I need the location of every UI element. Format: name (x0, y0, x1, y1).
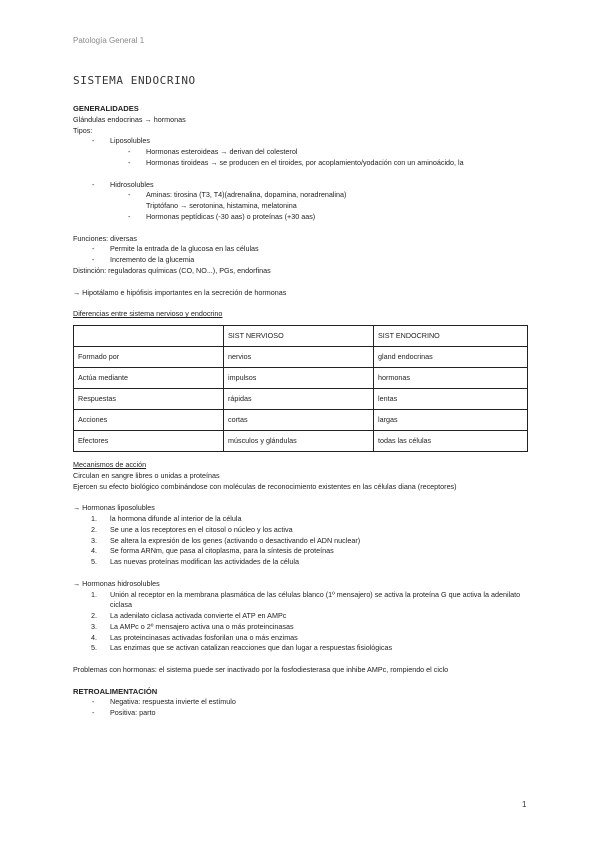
running-header: Patología General 1 (73, 36, 145, 45)
table-cell: músculos y glándulas (224, 430, 374, 451)
list-item: 4. Las proteincinasas activadas fosforilan una o más enzimas (91, 632, 298, 642)
table-cell: hormonas (374, 367, 528, 388)
list-item: 1. la hormona difunde al interior de la célula (91, 513, 242, 523)
generalidades-heading: GENERALIDADES (73, 104, 139, 113)
table-cell: Respuestas (74, 388, 224, 409)
table-cell: Efectores (74, 430, 224, 451)
table-cell: Actúa mediante (74, 367, 224, 388)
table-header-cell: SIST ENDOCRINO (374, 325, 528, 346)
list-item: 5. Las enzimas que se activan catalizan reacciones que dan lugar a respuestas fisiológicas (91, 643, 393, 653)
table-row (74, 409, 528, 430)
table-cell: Acciones (74, 409, 224, 430)
list-item: 3. La AMPc o 2º mensajero activa una o más proteincinasas (91, 621, 294, 631)
list-item: - Positiva: parto (92, 708, 156, 718)
table-row (74, 430, 528, 451)
list-item: 5. Las nuevas proteínas modifican las actividades de la célula (91, 557, 299, 567)
list-item: - Aminas: tirosina (T3, T4)(adrenalina, dopamina, noradrenalina) (128, 190, 347, 200)
page-number: 1 (522, 800, 527, 809)
list-item-continuation: Triptófano → serotonina, histamina, melatonina (146, 201, 297, 211)
table-cell: lentas (374, 388, 528, 409)
list-item: 4. Se forma ARNm, que pasa al citoplasma, para la síntesis de proteínas (91, 546, 334, 556)
list-item: 2. Se une a los receptores en el citosol o núcleo y los activa (91, 524, 293, 534)
list-item: 3. Se altera la expresión de los genes (activando o desactivando el ADN nuclear) (91, 535, 361, 545)
feedback-heading: RETROALIMENTACIÓN (73, 686, 158, 696)
hidro-heading: → Hormonas hidrosolubles (73, 578, 160, 588)
mechanisms-heading: Mecanismos de acción (73, 459, 147, 469)
list-item: - Hormonas esteroideas → derivan del colesterol (128, 147, 298, 157)
list-item: - Hormonas peptídicas (-30 aas) o proteínas (+30 aas) (128, 211, 316, 221)
list-item: - Negativa: respuesta invierte el estímulo (92, 697, 236, 707)
comparison-table (73, 325, 528, 452)
table-cell: nervios (224, 346, 374, 367)
table-cell (74, 325, 224, 346)
comparison-heading: Diferencias entre sistema nervioso y endocrino (73, 309, 223, 319)
list-item: - Permite la entrada de la glucosa en las células (92, 244, 259, 254)
table-header-cell: SIST NERVIOSO (224, 325, 374, 346)
lipo-heading: → Hormonas liposolubles (73, 503, 155, 513)
table-cell: gland endocrinas (374, 346, 528, 367)
types-label: Tipos: (73, 125, 93, 135)
list-item: 2. La adenilato ciclasa activada convierte el ATP en AMPc (91, 611, 287, 621)
table-cell: cortas (224, 409, 374, 430)
mechanisms-line: Circulan en sangre libres o unidas a proteínas (73, 470, 220, 480)
page-title: SISTEMA ENDOCRINO (73, 74, 196, 87)
table-cell: impulsos (224, 367, 374, 388)
table-header-row (74, 325, 528, 346)
distinction-line: Distinción: reguladoras químicas (CO, NO...), PGs, endorfinas (73, 265, 271, 275)
table-cell: Formado por (74, 346, 224, 367)
document-body (73, 104, 543, 719)
table-row (74, 367, 528, 388)
list-item: - Hormonas tiroideas → se producen en el tiroides, por acoplamiento/yodación con un aminoácido, la (128, 157, 464, 167)
functions-label: Funciones: diversas (73, 233, 137, 243)
list-item: - Incremento de la glucemia (92, 255, 195, 265)
problems-line: Problemas con hormonas: el sistema puede ser inactivado por la fosfodiesterasa que inhibe AMPc, rompiendo el ciclo (73, 665, 449, 675)
mechanisms-line: Ejercen su efecto biológico combinándose con moléculas de reconocimiento existentes en las células diana (receptores) (73, 481, 457, 491)
intro-line: Glándulas endocrinas → hormonas (73, 114, 186, 124)
hypothalamus-line: → Hipotálamo e hipófisis importantes en la secreción de hormonas (73, 287, 287, 297)
table-cell: largas (374, 409, 528, 430)
table-row (74, 388, 528, 409)
list-item: 1. Unión al receptor en la membrana plasmática de las células blanco (1º mensajero) se activa la proteína G que activa la adenilato ciclasa (91, 589, 521, 610)
table-row (74, 346, 528, 367)
list-item: - Hidrosolubles (92, 179, 154, 189)
list-item: - Liposolubles (92, 136, 150, 146)
table-cell: rápidas (224, 388, 374, 409)
table-cell: todas las células (374, 430, 528, 451)
